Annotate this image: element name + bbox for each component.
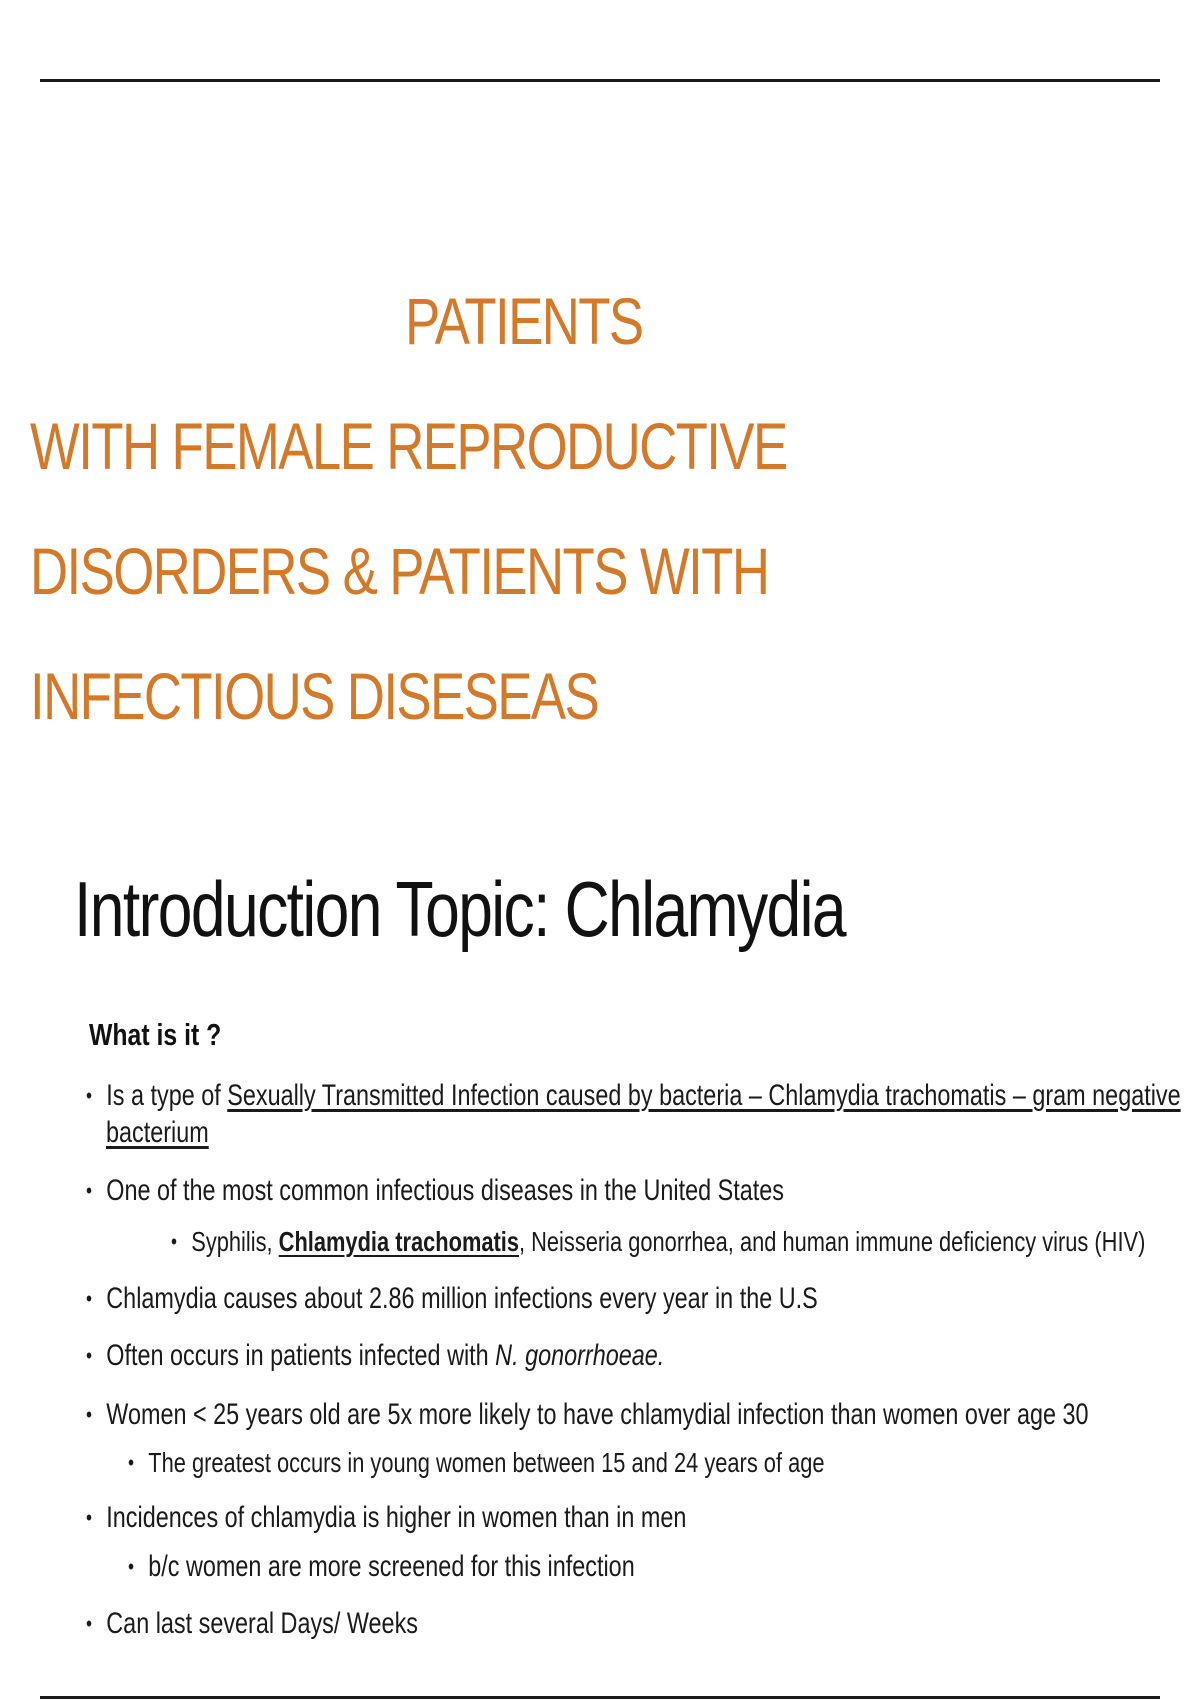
bullet-dot: • [128,1450,135,1475]
bullet-dot: • [128,1554,135,1579]
bullet-dot: • [86,1083,93,1108]
bullet-2-sub [171,1223,1145,1260]
bullet-7 [86,1605,418,1642]
bullet-3-text: Chlamydia causes about 2.86 million infections every year in the U.S [106,1282,818,1315]
section-heading: Introduction Topic: Chlamydia [74,865,846,953]
bullet-dot: • [86,1286,93,1311]
bullet-3 [86,1280,818,1317]
bullet-6-sub [128,1548,635,1585]
bullet-5-sub [128,1444,825,1481]
bullet-7-text: Can last several Days/ Weeks [106,1607,418,1640]
bullet-1-underlined: Sexually Transmitted Infection caused by bacteria – Chlamydia trachomatis – gram negative [227,1079,1181,1112]
bullet-1 [86,1077,1181,1114]
bullet-6-sub-text: b/c women are more screened for this infection [148,1550,635,1583]
bottom-divider [40,1696,1160,1699]
bullet-2 [86,1172,784,1209]
bullet-dot: • [86,1505,93,1530]
bullet-dot: • [86,1611,93,1636]
bullet-2-sub-prefix: Syphilis, [191,1226,279,1257]
bullet-1-continuation [106,1114,209,1151]
title-line-3: DISORDERS & PATIENTS WITH [30,534,769,608]
bullet-4-prefix: Often occurs in patients infected with [106,1339,496,1372]
bullet-1-underlined-cont: bacterium [106,1116,209,1149]
bullet-2-sub-bold: Chlamydia trachomatis [278,1226,520,1257]
top-divider [40,79,1160,82]
title-line-2: WITH FEMALE REPRODUCTIVE [30,409,787,483]
bullet-dot: • [86,1343,93,1368]
question-label: What is it ? [89,1017,222,1052]
bullet-5-sub-text: The greatest occurs in young women between 15 and 24 years of age [148,1447,825,1478]
bullet-4-italic: N. gonorrhoeae. [495,1339,665,1372]
bullet-2-sub-suffix: , Neisseria gonorrhea, and human immune deficiency virus (HIV) [519,1226,1146,1257]
bullet-5 [86,1396,1089,1433]
bullet-dot: • [86,1178,93,1203]
title-line-1: PATIENTS [405,284,643,358]
bullet-dot: • [171,1229,178,1254]
bullet-dot: • [86,1402,93,1427]
bullet-5-text: Women < 25 years old are 5x more likely to have chlamydial infection than women over age 30 [106,1398,1089,1431]
bullet-2-text: One of the most common infectious diseases in the United States [106,1174,784,1207]
bullet-1-prefix: Is a type of [106,1079,228,1112]
bullet-6-text: Incidences of chlamydia is higher in women than in men [106,1501,687,1534]
bullet-6 [86,1499,686,1536]
title-line-4: INFECTIOUS DISESEAS [30,659,599,733]
bullet-4 [86,1337,664,1374]
